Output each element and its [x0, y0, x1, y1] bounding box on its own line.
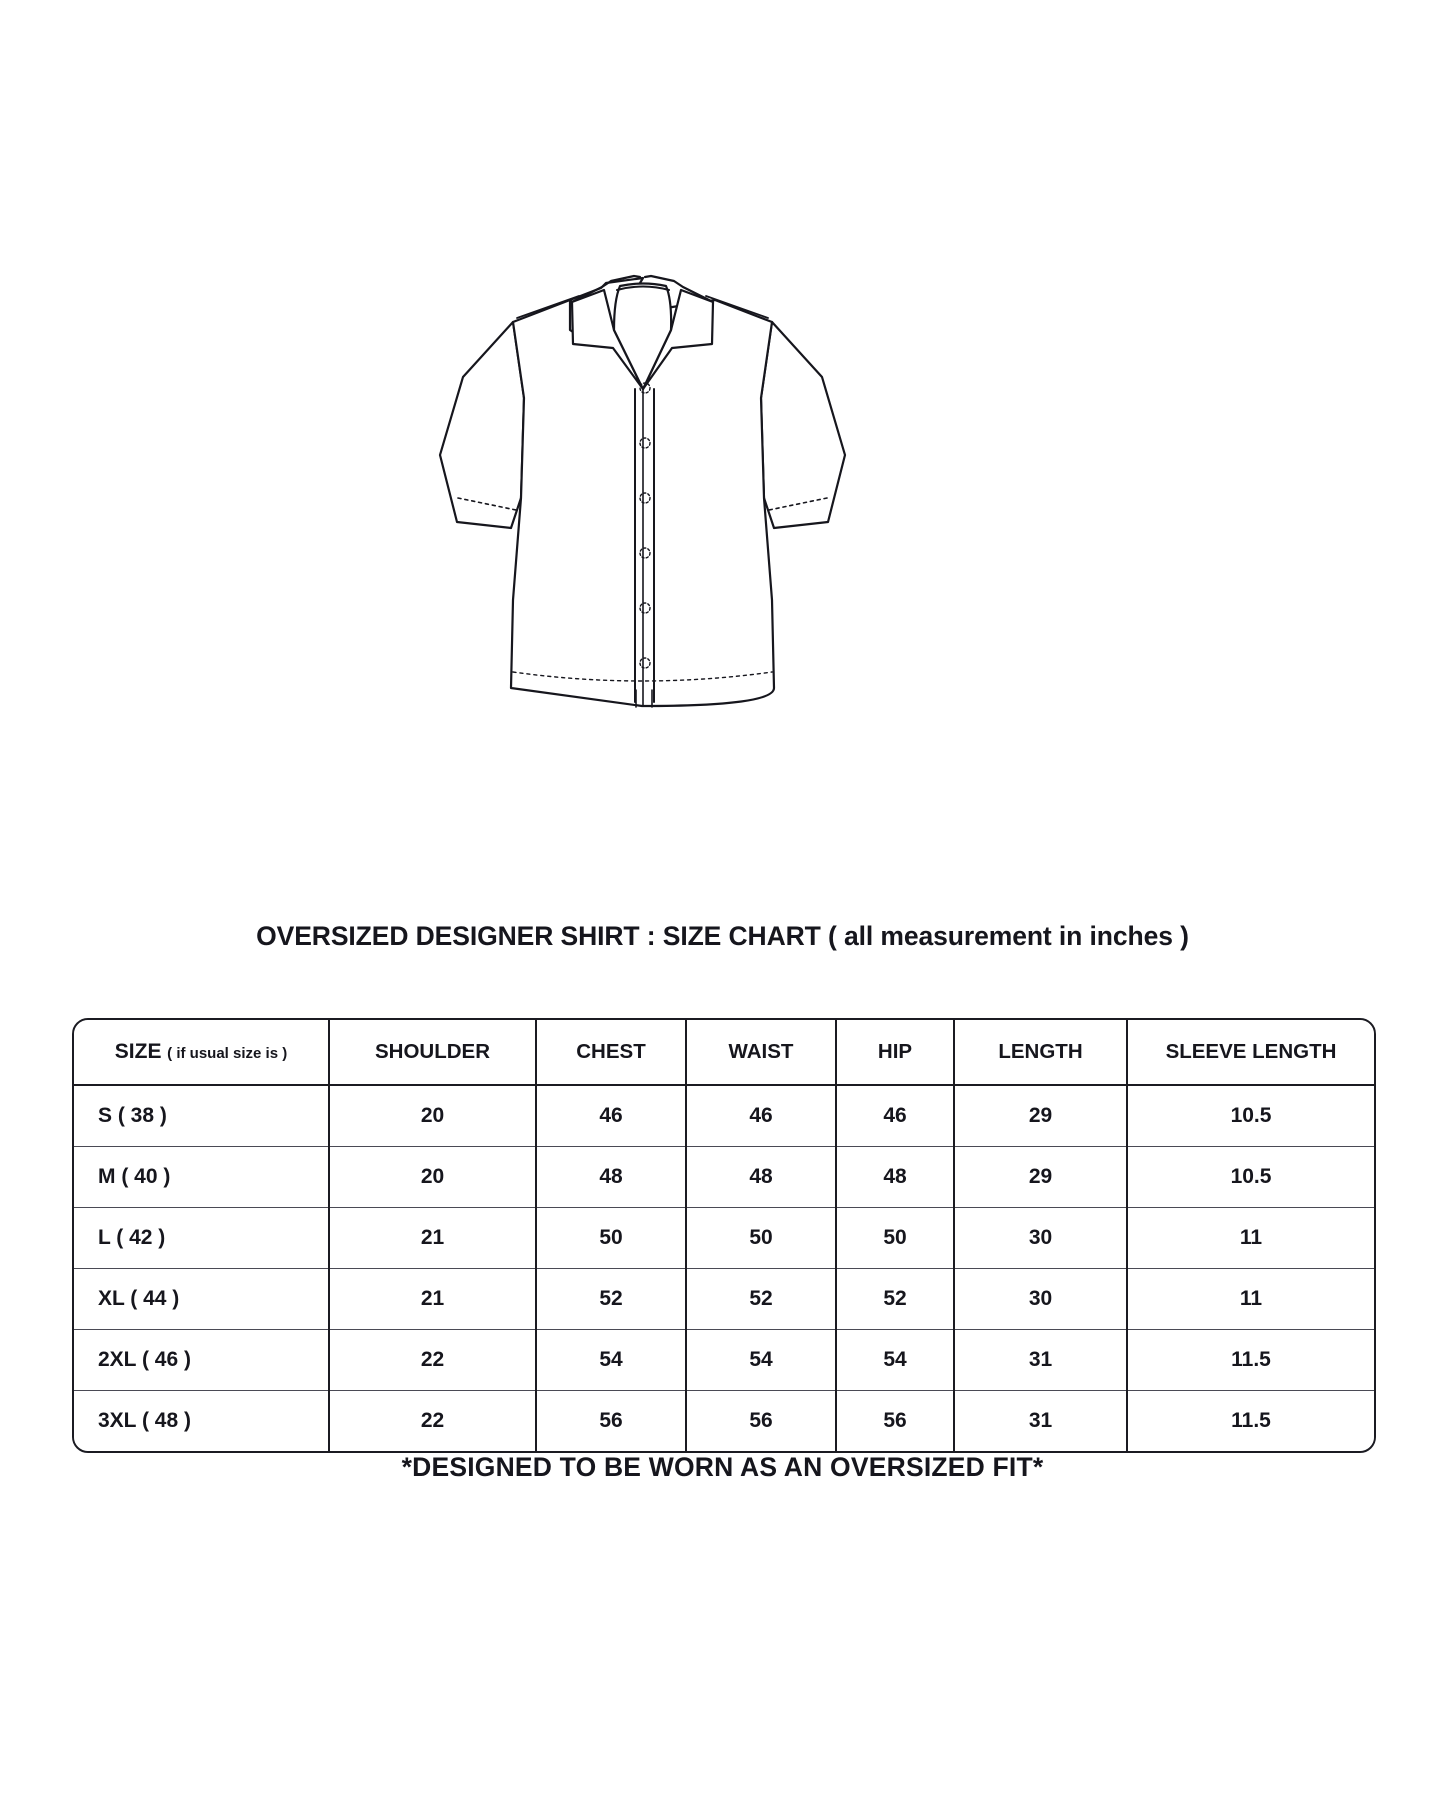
cell-size: XL ( 44 ) [74, 1269, 329, 1330]
page-title [0, 921, 1445, 952]
header-row [74, 1020, 1374, 1085]
column-header-waist: WAIST [686, 1020, 836, 1085]
column-header-chest: CHEST [536, 1020, 686, 1085]
cell-hip: 54 [836, 1330, 954, 1391]
column-header-size [74, 1020, 329, 1085]
cell-length: 31 [954, 1330, 1127, 1391]
cell-waist: 48 [686, 1147, 836, 1208]
column-header-size-main: SIZE [114, 1040, 162, 1063]
table-row [74, 1147, 1374, 1208]
column-header-size-sub: ( if usual size is ) [167, 1045, 288, 1062]
cell-size: 2XL ( 46 ) [74, 1330, 329, 1391]
cell-length: 29 [954, 1147, 1127, 1208]
cell-hip: 52 [836, 1269, 954, 1330]
cell-shoulder: 20 [329, 1085, 536, 1147]
table-row [74, 1269, 1374, 1330]
cell-chest: 50 [536, 1208, 686, 1269]
table-body [74, 1085, 1374, 1451]
cell-chest: 52 [536, 1269, 686, 1330]
cell-length: 31 [954, 1391, 1127, 1452]
cell-hip: 46 [836, 1085, 954, 1147]
cell-size: M ( 40 ) [74, 1147, 329, 1208]
cell-waist: 54 [686, 1330, 836, 1391]
size-chart-border [72, 1018, 1376, 1453]
cell-sleeve-length: 11 [1127, 1208, 1374, 1269]
cell-sleeve-length: 10.5 [1127, 1147, 1374, 1208]
cell-length: 30 [954, 1269, 1127, 1330]
cell-size: L ( 42 ) [74, 1208, 329, 1269]
size-chart-table [74, 1020, 1374, 1451]
cell-waist: 46 [686, 1085, 836, 1147]
cell-chest: 56 [536, 1391, 686, 1452]
column-header-sleeve-length: SLEEVE LENGTH [1127, 1020, 1374, 1085]
cell-sleeve-length: 11.5 [1127, 1330, 1374, 1391]
left-shoulder-top [570, 300, 572, 302]
cell-shoulder: 22 [329, 1330, 536, 1391]
cell-chest: 54 [536, 1330, 686, 1391]
cell-hip: 50 [836, 1208, 954, 1269]
cell-hip: 48 [836, 1147, 954, 1208]
cell-sleeve-length: 10.5 [1127, 1085, 1374, 1147]
cell-hip: 56 [836, 1391, 954, 1452]
cell-size: S ( 38 ) [74, 1085, 329, 1147]
cell-waist: 56 [686, 1391, 836, 1452]
right-sleeve [761, 322, 845, 528]
cell-length: 29 [954, 1085, 1127, 1147]
oversized-fit-note [0, 1452, 1445, 1483]
table-row [74, 1330, 1374, 1391]
cell-shoulder: 21 [329, 1269, 536, 1330]
table-row [74, 1391, 1374, 1452]
cell-chest: 46 [536, 1085, 686, 1147]
column-header-length: LENGTH [954, 1020, 1127, 1085]
table-header [74, 1020, 1374, 1085]
cell-shoulder: 22 [329, 1391, 536, 1452]
page-title-text: OVERSIZED DESIGNER SHIRT : SIZE CHART ( all measurement in inches ) [256, 921, 1189, 951]
cell-length: 30 [954, 1208, 1127, 1269]
shirt-illustration [0, 0, 1445, 780]
cell-shoulder: 21 [329, 1208, 536, 1269]
cell-sleeve-length: 11 [1127, 1269, 1374, 1330]
size-chart-table-wrap [72, 1018, 1372, 1453]
table-row [74, 1085, 1374, 1147]
left-sleeve [440, 322, 524, 528]
cell-waist: 52 [686, 1269, 836, 1330]
oversized-fit-note-text: *DESIGNED TO BE WORN AS AN OVERSIZED FIT* [401, 1452, 1044, 1482]
cell-shoulder: 20 [329, 1147, 536, 1208]
table-row [74, 1208, 1374, 1269]
cell-size: 3XL ( 48 ) [74, 1391, 329, 1452]
column-header-hip: HIP [836, 1020, 954, 1085]
cell-chest: 48 [536, 1147, 686, 1208]
cell-waist: 50 [686, 1208, 836, 1269]
column-header-shoulder: SHOULDER [329, 1020, 536, 1085]
cell-sleeve-length: 11.5 [1127, 1391, 1374, 1452]
